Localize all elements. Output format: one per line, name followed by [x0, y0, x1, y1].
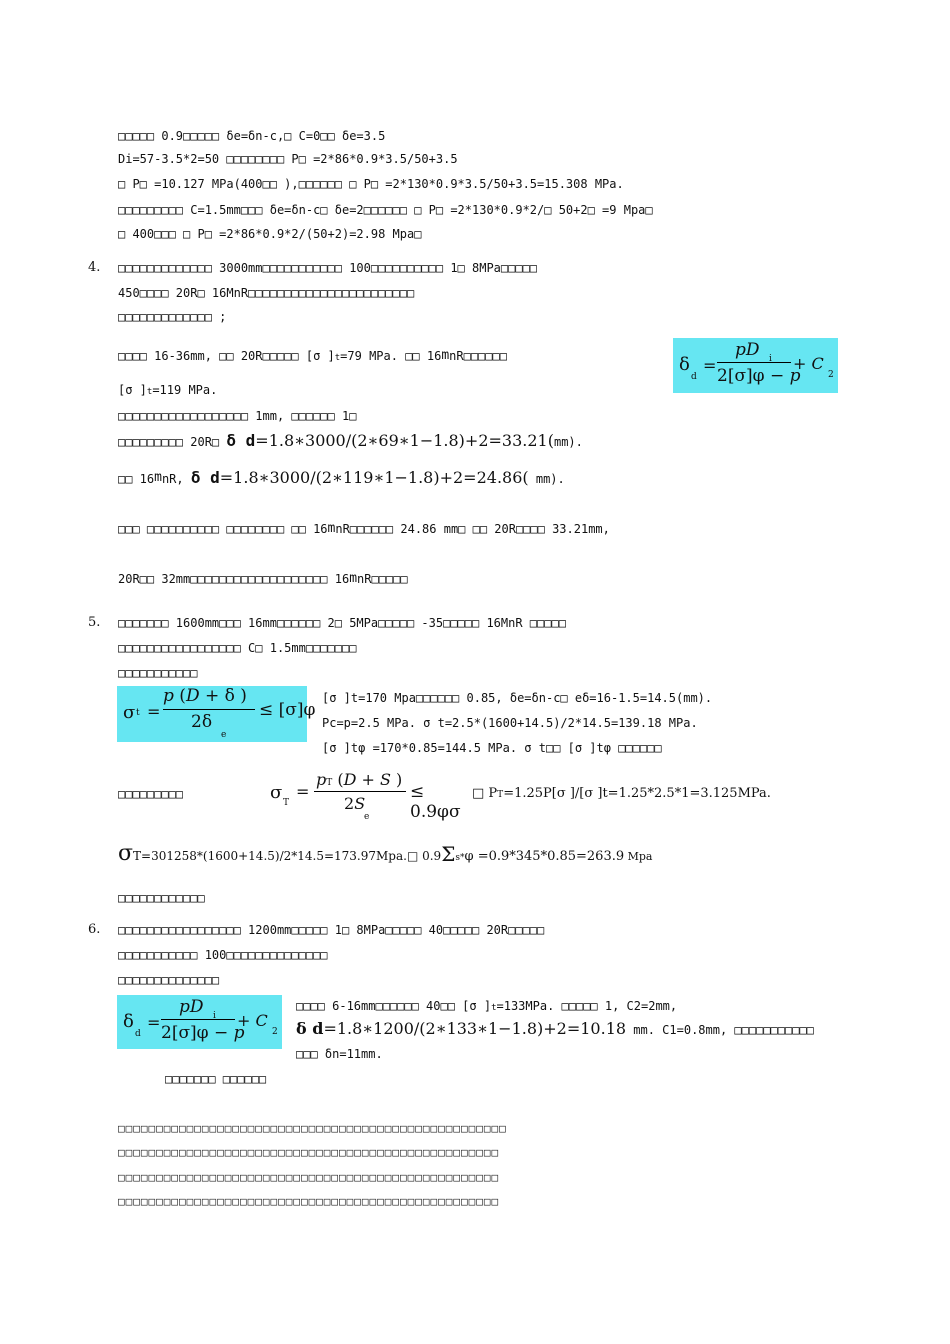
text-line: □□□□□□□□□□□□□□□□□ C□ 1.5mm□□□□□□□	[118, 641, 357, 655]
text-line: □□□□□□□ □□□□□□	[165, 1072, 267, 1086]
text-line: □ PT=1.25P[σ ]/[σ ]t=1.25*2.5*1=3.125MPa.	[472, 786, 771, 801]
text-line: □□□□□□□□□□□ 100□□□□□□□□□□□□□□	[118, 948, 328, 962]
text-line: 450□□□□ 20R□ 16MnR□□□□□□□□□□□□□□□□□□□□□□□	[118, 286, 415, 300]
text-line: □□□□□□□□□□□□□□□□□□□□□□□□□□□□□□□□□□□□□□□□□□□□□□□□□□	[118, 1195, 500, 1208]
text-line: □□□□□□□□□□□□□ 3000mm□□□□□□□□□□□ 100□□□□□□□□□□ 1□ 8MPa□□□□□	[118, 261, 538, 275]
text-line: [σ ]t=119 MPa.	[118, 383, 218, 397]
text-line: □ P□ =10.127 MPa(400□□ ),□□□□□□ □ P□ =2*130*0.9*3.5/50+3.5=15.308 MPa.	[118, 177, 624, 191]
text-line: □□□□□□□□□ C=1.5mm□□□ δe=δn-c□ δe=2□□□□□□ □ P□ =2*130*0.9*2/□ 50+2□ =9 Mpa□	[118, 203, 653, 217]
text-line: □□□□□ 0.9□□□□□ δe=δn-c,□ C=0□□ δe=3.5	[118, 129, 386, 143]
text-line: □□□□□□□□□□□□	[118, 891, 205, 905]
text-line: □□□□□□□□□□□□□□	[118, 973, 220, 987]
text-line: [σ ]t=170 Mpa□□□□□□ 0.85, δe=δn-c□ eδ=16-1.5=14.5(mm).	[322, 691, 713, 705]
question-number: 6.	[88, 922, 101, 937]
formula-box: σ t = p (D + δ ) 2δ e ≤ [σ]φ	[117, 686, 307, 742]
text-line: □□□□□□□□□□□□□□□□□□□□□□□□□□□□□□□□□□□□□□□□□□□□□□□□□□□	[118, 1122, 507, 1135]
text-line: □□□ δn=11mm.	[296, 1047, 383, 1061]
formula-box: δ d = pD i 2[σ]φ − p + C 2	[673, 338, 838, 393]
text-line: □□□□□□□□□□□□□ ;	[118, 310, 227, 324]
text-line: Pc=p=2.5 MPa. σ t=2.5*(1600+14.5)/2*14.5=139.18 MPa.	[322, 716, 698, 730]
text-line: [σ ]tφ =170*0.85=144.5 MPa. σ t□□ [σ ]tφ □□□□□□	[322, 741, 662, 755]
text-line: σT=301258*(1600+14.5)/2*14.5=173.97Mpa.□ 0.9Σs*φ =0.9*345*0.85=263.9 Mpa	[118, 841, 653, 866]
text-line: □ 400□□□ □ P□ =2*86*0.9*2/(50+2)=2.98 Mpa□	[118, 227, 422, 241]
text-line: □□□□ 6-16mm□□□□□□ 40□□ [σ ]t=133MPa. □□□□□ 1, C2=2mm,	[296, 999, 678, 1013]
text-line: □□□ □□□□□□□□□□ □□□□□□□□ □□ 16mnR□□□□□□ 24.86 mm□ □□ 20R□□□□ 33.21mm,	[118, 521, 610, 536]
question-number: 4.	[88, 260, 101, 275]
question-number: 5.	[88, 615, 101, 630]
formula-test-stress: σ T = pT (D + S ) 2S e ≤ 0.9φσ	[270, 770, 461, 822]
text-line: □□□□□□□□□ 20R□ δ d=1.8∗3000/(2∗69∗1−1.8)+2=33.21(mm).	[118, 431, 583, 450]
text-line: □□ 16mnR, δ d=1.8∗3000/(2∗119∗1−1.8)+2=24.86( mm).	[118, 468, 565, 487]
text-line: □□□□□□□□□□□□□□□□□□ 1mm, □□□□□□ 1□	[118, 409, 357, 423]
text-line: □□□□□□□□□□□□□□□□□□□□□□□□□□□□□□□□□□□□□□□□□□□□□□□□□□	[118, 1171, 500, 1184]
formula-box: δ d = pD i 2[σ]φ − p + C 2	[117, 995, 282, 1049]
text-line: □□□□□□□□□	[118, 787, 184, 801]
text-line: 20R□□ 32mm□□□□□□□□□□□□□□□□□□□ 16mnR□□□□□	[118, 571, 408, 586]
text-line: □□□□□□□□□□□	[118, 666, 198, 680]
text-line: □□□□□□□ 1600mm□□□ 16mm□□□□□□ 2□ 5MPa□□□□□ -35□□□□□ 16MnR □□□□□	[118, 616, 566, 630]
text-line: δ d=1.8∗1200/(2∗133∗1−1.8)+2=10.18 mm. C1=0.8mm, □□□□□□□□□□□	[296, 1019, 814, 1038]
text-line: Di=57-3.5*2=50 □□□□□□□□ P□ =2*86*0.9*3.5/50+3.5	[118, 152, 458, 166]
text-line: □□□□□□□□□□□□□□□□□□□□□□□□□□□□□□□□□□□□□□□□□□□□□□□□□□	[118, 1146, 500, 1159]
text-line: □□□□ 16-36mm, □□ 20R□□□□□ [σ ]t=79 MPa. □□ 16mnR□□□□□□	[118, 348, 507, 363]
text-line: □□□□□□□□□□□□□□□□□ 1200mm□□□□□ 1□ 8MPa□□□□□ 40□□□□□ 20R□□□□□	[118, 923, 545, 937]
